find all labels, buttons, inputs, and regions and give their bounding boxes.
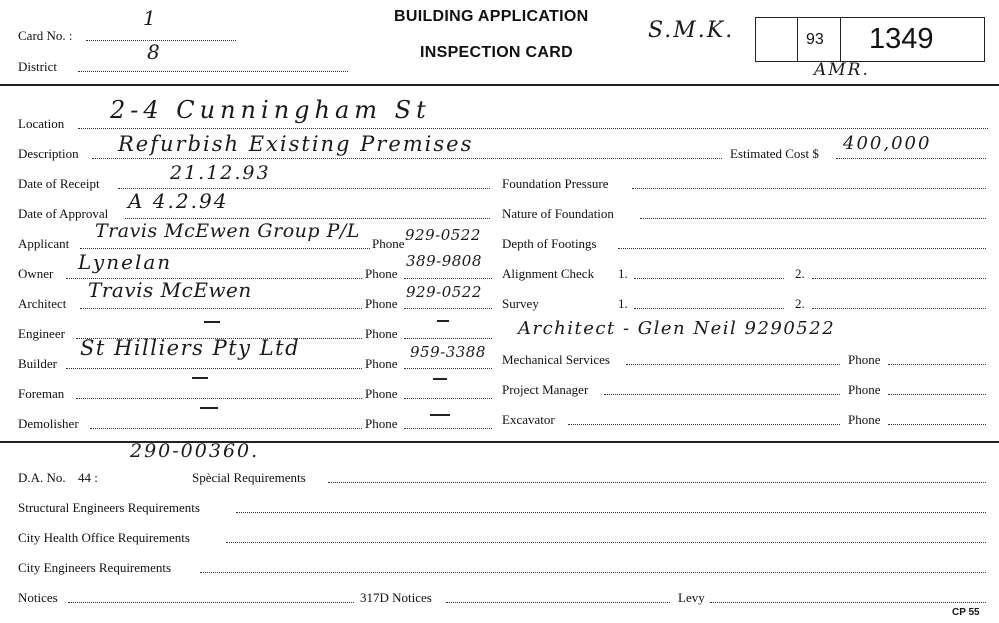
box-year: 93	[806, 31, 824, 48]
excavator-phone-line	[888, 424, 986, 425]
health-label: City Health Office Requirements	[18, 530, 190, 545]
demolisher-phone-label: Phone	[365, 416, 398, 431]
owner-phone-label: Phone	[365, 266, 398, 281]
survey-num2: 2.	[795, 296, 805, 311]
builder-label: Builder	[18, 356, 57, 371]
amr-note: AMR.	[814, 60, 870, 80]
card-no-line	[86, 40, 236, 41]
da-value: 44 :	[78, 470, 98, 485]
district-line	[78, 71, 348, 72]
structural-line	[236, 512, 986, 513]
survey-line2	[812, 308, 986, 309]
survey-line1	[634, 308, 784, 309]
architect-note: Architect - Glen Neil 9290522	[518, 318, 836, 339]
foreman-line	[76, 398, 362, 399]
demolisher-line	[90, 428, 362, 429]
engineer-phone-line	[404, 338, 492, 339]
structural-label: Structural Engineers Requirements	[18, 500, 200, 515]
owner-value: Lynelan	[78, 250, 173, 274]
project-manager-phone-label: Phone	[848, 382, 881, 397]
foreman-phone-dash	[433, 378, 447, 380]
applicant-phone-label: Phone	[372, 236, 405, 251]
survey-label: Survey	[502, 296, 539, 311]
card-no-value: 1	[143, 6, 157, 30]
demolisher-label: Demolisher	[18, 416, 79, 431]
foundation-pressure-label: Foundation Pressure	[502, 176, 609, 191]
header-divider	[0, 84, 999, 86]
district-label: District	[18, 59, 57, 74]
engineer-dash	[204, 321, 220, 323]
foundation-pressure-line	[632, 188, 986, 189]
initials: S.M.K.	[648, 18, 735, 43]
description-value: Refurbish Existing Premises	[118, 132, 474, 156]
card-no-label: Card No. :	[18, 28, 73, 43]
foreman-phone-label: Phone	[365, 386, 398, 401]
builder-line	[66, 368, 362, 369]
mechanical-line	[626, 364, 840, 365]
description-line	[92, 158, 722, 159]
owner-label: Owner	[18, 266, 54, 281]
date-receipt-value: 21.12.93	[170, 162, 271, 184]
owner-phone: 389-9808	[406, 252, 482, 270]
architect-line	[80, 308, 362, 309]
foreman-phone-line	[404, 398, 492, 399]
applicant-value: Travis McEwen Group P/L	[95, 220, 360, 242]
engineer-phone-dash	[437, 320, 449, 322]
depth-footings-label: Depth of Footings	[502, 236, 597, 251]
mechanical-phone-line	[888, 364, 986, 365]
notices-line	[68, 602, 354, 603]
excavator-line	[568, 424, 840, 425]
date-approval-value: A 4.2.94	[128, 189, 229, 213]
excavator-phone-label: Phone	[848, 412, 881, 427]
builder-value: St Hilliers Pty Ltd	[80, 336, 301, 360]
nature-foundation-label: Nature of Foundation	[502, 206, 614, 221]
nature-foundation-line	[640, 218, 986, 219]
foreman-dash	[192, 377, 208, 379]
mechanical-label: Mechanical Services	[502, 352, 610, 367]
location-label: Location	[18, 116, 65, 131]
blank-box	[755, 17, 798, 62]
box-number: 1349	[869, 23, 934, 55]
depth-footings-line	[618, 248, 986, 249]
architect-label: Architect	[18, 296, 67, 311]
mechanical-phone-label: Phone	[848, 352, 881, 367]
project-manager-line	[604, 394, 840, 395]
da-label: D.A. No.	[18, 470, 66, 485]
notices-317d-label: 317D Notices	[360, 590, 432, 605]
alignment-num1: 1.	[618, 266, 628, 281]
estimated-cost-value: 400,000	[843, 133, 932, 154]
owner-phone-line	[404, 278, 492, 279]
number-box	[840, 17, 985, 62]
year-box	[797, 17, 841, 62]
estimated-cost-line	[836, 158, 986, 159]
survey-num1: 1.	[618, 296, 628, 311]
excavator-label: Excavator	[502, 412, 555, 427]
alignment-check-label: Alignment Check	[502, 266, 595, 281]
project-manager-phone-line	[888, 394, 986, 395]
da-number-handwritten: 290-00360.	[130, 440, 260, 462]
alignment-line1	[634, 278, 784, 279]
levy-label: Levy	[678, 590, 705, 605]
builder-phone-line	[404, 368, 492, 369]
form-title-line2: INSPECTION CARD	[420, 44, 573, 61]
location-value: 2-4 Cunningham St	[110, 96, 431, 124]
demolisher-phone-line	[404, 428, 492, 429]
engineer-phone-label: Phone	[365, 326, 398, 341]
engineer-label: Engineer	[18, 326, 65, 341]
architect-phone: 929-0522	[406, 283, 482, 301]
form-title-line1: BUILDING APPLICATION	[394, 8, 589, 25]
demolisher-dash	[200, 407, 218, 409]
demolisher-phone-dash	[430, 414, 450, 416]
builder-phone: 959-3388	[410, 343, 486, 361]
description-label: Description	[18, 146, 79, 161]
architect-phone-label: Phone	[365, 296, 398, 311]
notices-label: Notices	[18, 590, 58, 605]
builder-phone-label: Phone	[365, 356, 398, 371]
city-engineers-line	[200, 572, 986, 573]
foreman-label: Foreman	[18, 386, 65, 401]
applicant-label: Applicant	[18, 236, 70, 251]
city-engineers-label: City Engineers Requirements	[18, 560, 172, 575]
architect-value: Travis McEwen	[88, 278, 252, 302]
applicant-phone: 929-0522	[405, 226, 481, 244]
district-value: 8	[147, 40, 161, 64]
date-approval-line	[125, 218, 490, 219]
form-code: CP 55	[952, 607, 980, 618]
project-manager-label: Project Manager	[502, 382, 589, 397]
notices-317d-line	[446, 602, 670, 603]
location-line	[78, 128, 988, 129]
alignment-num2: 2.	[795, 266, 805, 281]
special-requirements-label: Spècial Requirements	[192, 470, 306, 485]
applicant-line	[80, 248, 370, 249]
alignment-line2	[812, 278, 986, 279]
architect-phone-line	[404, 308, 492, 309]
estimated-cost-label: Estimated Cost $	[730, 146, 819, 161]
date-receipt-label: Date of Receipt	[18, 176, 100, 191]
date-approval-label: Date of Approval	[18, 206, 109, 221]
special-requirements-line	[328, 482, 986, 483]
health-line	[226, 542, 986, 543]
levy-line	[710, 602, 986, 603]
